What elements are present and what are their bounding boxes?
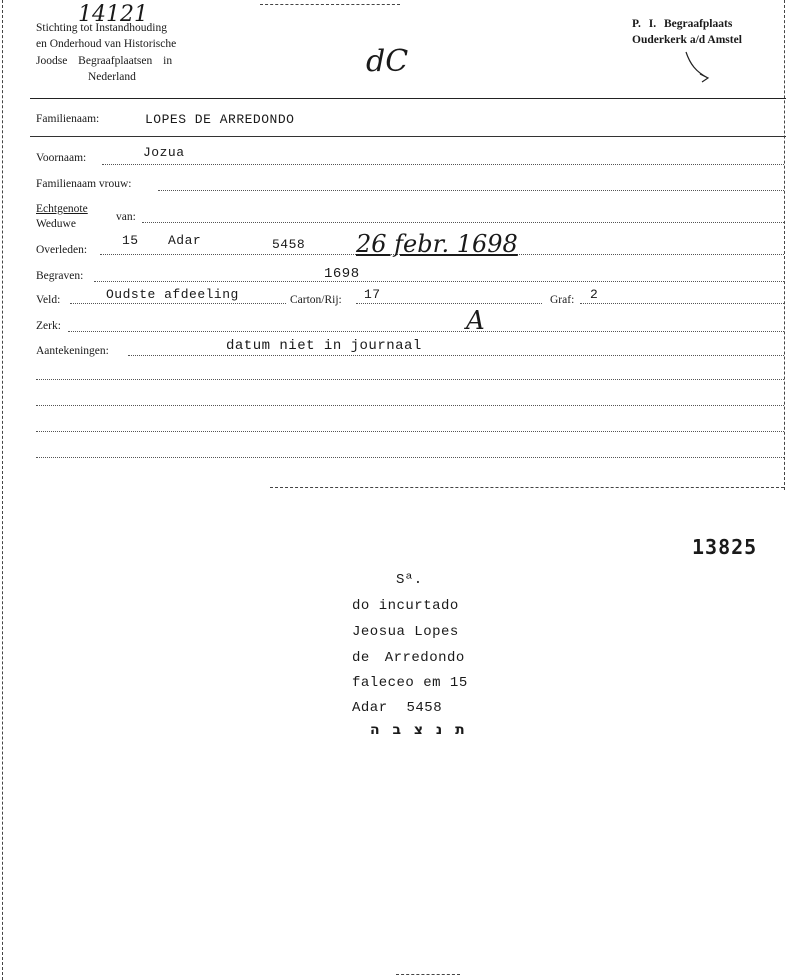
note-line-1 xyxy=(36,379,784,380)
familienaam-value: LOPES DE ARREDONDO xyxy=(145,112,295,127)
aantekeningen-line xyxy=(128,355,784,356)
carton-label: Carton/Rij: xyxy=(290,294,342,306)
overleden-day: 15 xyxy=(122,233,139,248)
zerk-line xyxy=(68,331,784,332)
graf-value: 2 xyxy=(590,287,599,302)
weduwe-label: Weduwe xyxy=(36,218,76,230)
note-line-2 xyxy=(36,405,784,406)
voornaam-line xyxy=(102,164,784,165)
cemetery-line-1: P. I. Begraafplaats xyxy=(632,18,733,30)
inscription-line-2: do incurtado xyxy=(352,598,459,614)
graf-label: Graf: xyxy=(550,294,575,306)
inscription-hebrew: ת נ צ ב ה xyxy=(370,722,465,738)
inscription-line-1: Sª. xyxy=(396,572,423,588)
aantekeningen-value: datum niet in journaal xyxy=(226,338,422,354)
initials: dC xyxy=(366,44,409,79)
handwritten-arrow-icon xyxy=(678,50,718,84)
photo-number: 13825 xyxy=(692,535,758,559)
left-edge xyxy=(2,0,3,980)
familienaam-label: Familienaam: xyxy=(36,113,100,125)
note-line-3 xyxy=(36,431,784,432)
carton-line xyxy=(356,303,542,304)
card-bottom-edge xyxy=(270,487,784,488)
overleden-year: 5458 xyxy=(272,237,306,252)
veld-label: Veld: xyxy=(36,294,61,306)
inscription-line-5: faleceo em 15 xyxy=(352,675,468,691)
org-line-3: Joodse Begraafplaatsen in xyxy=(36,55,173,67)
begraven-value: 1698 xyxy=(324,266,360,282)
carton-value: 17 xyxy=(364,287,381,302)
inscription-line-4: de Arredondo xyxy=(352,650,465,666)
inscription-line-3: Jeosua Lopes xyxy=(352,624,459,640)
familienaam-vrouw-line xyxy=(158,190,784,191)
begraven-label: Begraven: xyxy=(36,270,84,282)
echtgenote-label: Echtgenote xyxy=(36,203,88,215)
org-line-1: Stichting tot Instandhouding xyxy=(36,22,167,34)
overleden-month: Adar xyxy=(168,233,202,248)
archive-number: 14121 xyxy=(78,2,148,27)
voornaam-value: Jozua xyxy=(143,145,185,160)
top-edge xyxy=(260,4,400,5)
voornaam-label: Voornaam: xyxy=(36,152,87,164)
note-line-4 xyxy=(36,457,784,458)
cemetery-line-2: Ouderkerk a/d Amstel xyxy=(632,34,742,46)
begraven-line xyxy=(94,281,784,282)
overleden-label: Overleden: xyxy=(36,244,88,256)
card-right-edge xyxy=(784,0,785,490)
familienaam-divider xyxy=(30,136,786,137)
inscription-line-6: Adar 5458 xyxy=(352,700,443,716)
bottom-edge xyxy=(396,974,460,975)
van-label: van: xyxy=(116,211,136,223)
aantekeningen-label: Aantekeningen: xyxy=(36,345,109,357)
org-line-2: en Onderhoud van Historische xyxy=(36,38,177,50)
header-divider xyxy=(30,98,786,99)
van-line xyxy=(142,222,784,223)
org-line-4: Nederland xyxy=(88,71,136,83)
overleden-handwritten: 26 febr. 1698 xyxy=(356,230,518,258)
veld-value: Oudste afdeeling xyxy=(106,287,239,302)
zerk-label: Zerk: xyxy=(36,320,61,332)
zerk-value: A xyxy=(466,306,485,336)
familienaam-vrouw-label: Familienaam vrouw: xyxy=(36,178,132,190)
graf-line xyxy=(580,303,784,304)
veld-line xyxy=(70,303,286,304)
